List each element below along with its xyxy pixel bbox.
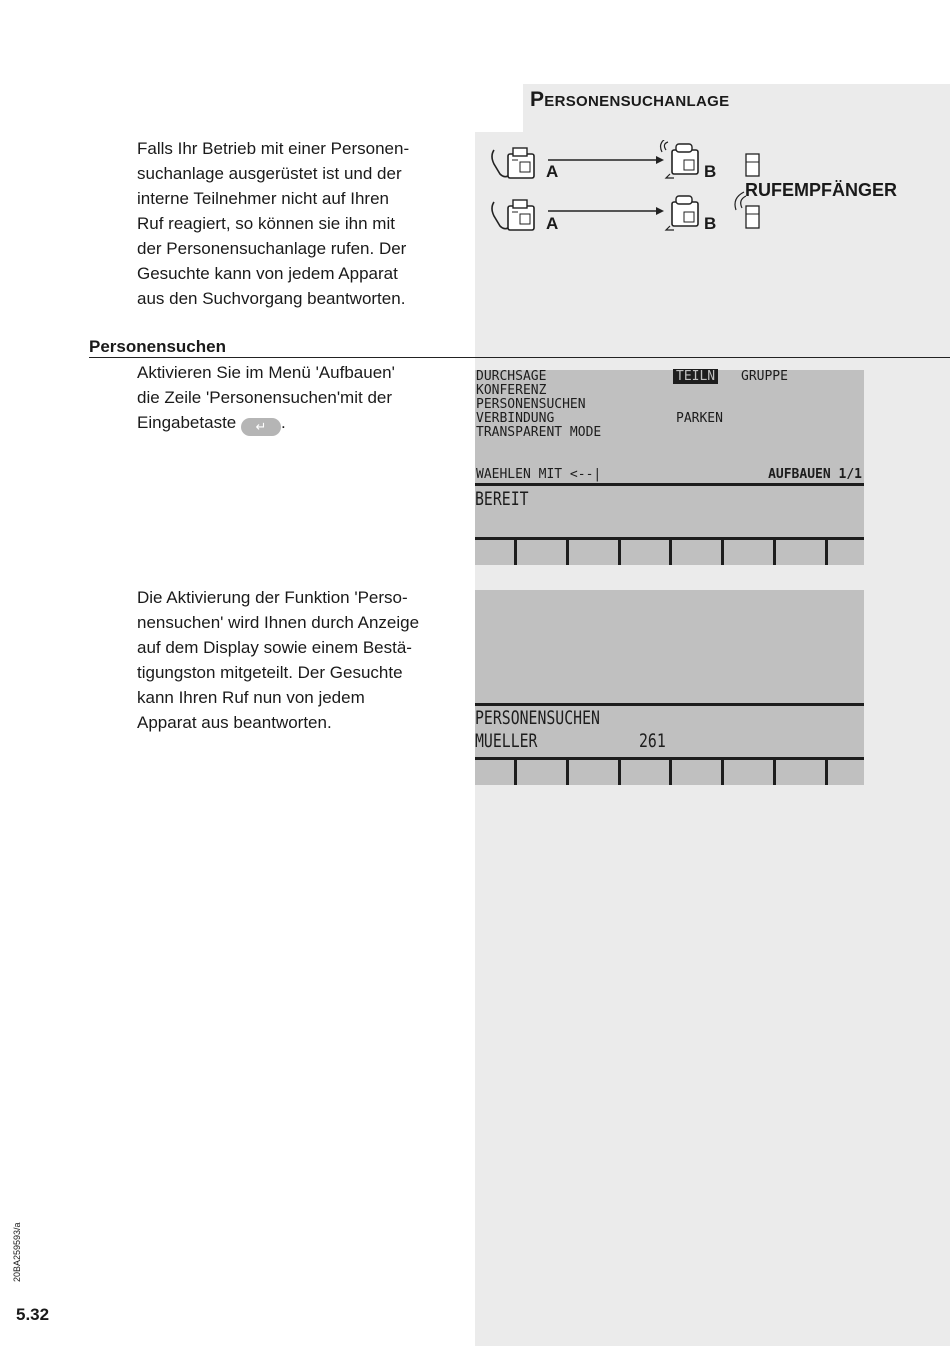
menu-item-transparent-mode[interactable]: TRANSPARENT MODE <box>476 425 602 440</box>
step2-line: nensuchen' wird Ihnen durch Anzeige <box>137 613 420 632</box>
softkey-row <box>475 540 864 565</box>
step1-line: Aktivieren Sie im Menü 'Aufbauen' <box>137 363 395 382</box>
intro-line: Ruf reagiert, so können sie ihn mit <box>137 214 395 233</box>
display-hint: WAEHLEN MIT <--| <box>476 467 602 482</box>
menu-item-personensuchen[interactable]: PERSONENSUCHEN <box>476 397 586 412</box>
pager-icon <box>746 154 759 176</box>
softkey[interactable] <box>517 760 569 785</box>
softkey-row <box>475 760 864 785</box>
intro-line: der Personensuchanlage rufen. Der <box>137 239 407 258</box>
page-number: 5.32 <box>16 1305 50 1324</box>
softkey[interactable] <box>724 540 776 565</box>
paged-person-number: 261 <box>639 730 666 752</box>
menu-item-gruppe[interactable]: GRUPPE <box>741 369 788 384</box>
subheading: Personensuchen <box>89 337 226 356</box>
menu-item-parken[interactable]: PARKEN <box>676 411 723 426</box>
intro-line: Gesuchte kann von jedem Apparat <box>137 264 398 283</box>
step1-line <box>137 410 395 436</box>
softkey[interactable] <box>724 760 776 785</box>
display-status: BEREIT <box>475 488 529 510</box>
softkey[interactable] <box>621 760 672 785</box>
softkey[interactable] <box>517 540 569 565</box>
softkey[interactable] <box>776 540 828 565</box>
section-title: Personensuchanlage <box>530 88 730 111</box>
intro-line: suchanlage ausgerüstet ist und der <box>137 164 402 183</box>
phone-display-menu <box>475 370 864 565</box>
intro-paragraph <box>137 136 409 311</box>
label-a: A <box>546 214 559 233</box>
softkey[interactable] <box>828 540 864 565</box>
label-b: B <box>704 162 717 181</box>
menu-item-konferenz[interactable]: KONFERENZ <box>476 383 547 398</box>
softkey[interactable] <box>672 540 724 565</box>
step2-line: Apparat aus beantworten. <box>137 713 332 732</box>
intro-line: aus den Suchvorgang beantworten. <box>137 289 406 308</box>
phone-display-paging <box>475 590 864 785</box>
step2-line: tigungston mitgeteilt. Der Gesuchte <box>137 663 403 682</box>
display-menu-name: AUFBAUEN 1/1 <box>768 467 862 482</box>
step2-line: auf dem Display sowie einem Bestä- <box>137 638 412 657</box>
softkey[interactable] <box>621 540 672 565</box>
softkey[interactable] <box>475 760 517 785</box>
menu-item-verbindung[interactable]: VERBINDUNG <box>476 411 555 426</box>
document-code: 20BA259593/a <box>12 1222 22 1282</box>
caller-phone-icon <box>492 200 534 230</box>
display-divider <box>475 703 864 706</box>
menu-item-teiln-label: TEILN <box>673 369 718 384</box>
softkey[interactable] <box>475 540 517 565</box>
softkey[interactable] <box>828 760 864 785</box>
softkey[interactable] <box>569 760 621 785</box>
paging-status: PERSONENSUCHEN <box>475 707 600 729</box>
step1-paragraph <box>137 360 395 436</box>
menu-item-durchsage[interactable]: DURCHSAGE <box>476 369 547 384</box>
step1-line-text: Eingabetaste <box>137 413 237 432</box>
step1-line: die Zeile 'Personensuchen'mit der <box>137 388 393 407</box>
callee-phone-ringing-icon <box>661 140 698 178</box>
enter-key-icon: ↵ <box>241 418 281 436</box>
display-divider <box>475 483 864 486</box>
receiver-label: RUFEMPFÄNGER <box>745 180 897 200</box>
softkey[interactable] <box>569 540 621 565</box>
menu-item-teiln[interactable] <box>673 370 718 384</box>
step2-line: Die Aktivierung der Funktion 'Perso- <box>137 588 408 607</box>
step2-line: kann Ihren Ruf nun von jedem <box>137 688 365 707</box>
step1-tail: . <box>280 413 286 432</box>
step2-paragraph <box>137 585 419 735</box>
callee-phone-icon <box>666 196 698 230</box>
intro-line: Falls Ihr Betrieb mit einer Personen- <box>137 139 410 158</box>
label-b: B <box>704 214 717 233</box>
softkey[interactable] <box>672 760 724 785</box>
section-divider <box>89 357 950 358</box>
paged-person-name: MUELLER <box>475 730 538 752</box>
softkey[interactable] <box>776 760 828 785</box>
intro-line: interne Teilnehmer nicht auf Ihren <box>137 189 390 208</box>
label-a: A <box>546 162 559 181</box>
caller-phone-icon <box>492 148 534 178</box>
